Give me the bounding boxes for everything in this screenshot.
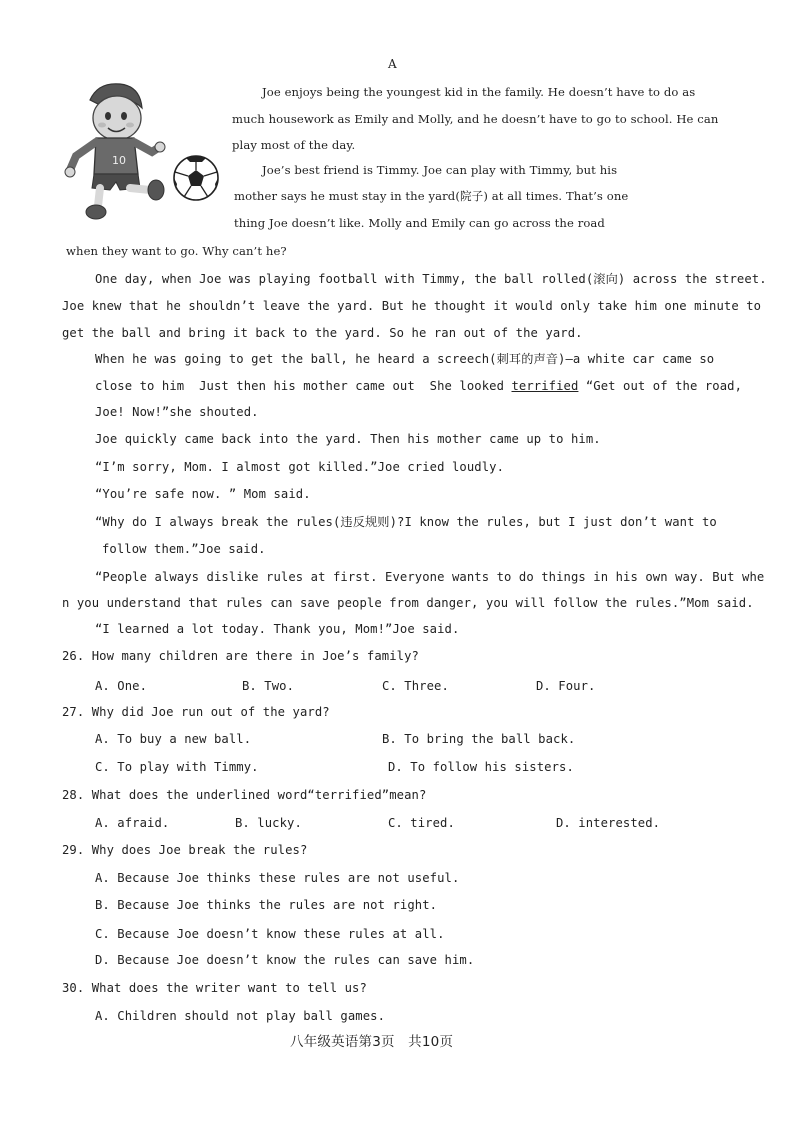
passage-line: Joe knew that he shouldn’t leave the yard. But he thought it would only take him one minute to (62, 299, 762, 313)
answer-option[interactable]: A. Because Joe thinks these rules are not useful. (95, 871, 460, 885)
passage-line: when they want to go. Why can’t he? (66, 244, 287, 258)
underlined-word: terrified (511, 379, 579, 393)
boy-football-illustration (62, 78, 224, 226)
answer-option[interactable]: D. interested. (556, 816, 661, 830)
answer-option[interactable]: C. To play with Timmy. (95, 760, 259, 774)
answer-option[interactable]: A. One. (95, 679, 148, 693)
passage-line: “I learned a lot today. Thank you, Mom!”Joe said. (95, 622, 460, 636)
passage-line: n you understand that rules can save people from danger, you will follow the rules.”Mom said. (62, 596, 754, 610)
answer-option[interactable]: D. Four. (536, 679, 596, 693)
answer-option[interactable]: B. To bring the ball back. (382, 732, 576, 746)
passage-line: Joe enjoys being the youngest kid in the family. He doesn’t have to do as (262, 85, 696, 99)
passage-line: Joe’s best friend is Timmy. Joe can play with Timmy, but his (262, 163, 618, 177)
passage-line: mother says he must stay in the yard(院子) at all times. That’s one (234, 189, 629, 203)
passage-line: get the ball and bring it back to the yard. So he ran out of the yard. (62, 326, 583, 340)
answer-option[interactable]: C. Three. (382, 679, 449, 693)
question-stem: 29. Why does Joe break the rules? (62, 843, 308, 857)
question-stem: 28. What does the underlined word“terrified”mean? (62, 788, 427, 802)
answer-option[interactable]: C. tired. (388, 816, 455, 830)
passage-title: A (388, 57, 397, 71)
passage-line (95, 378, 742, 394)
passage-line: Joe! Now!”she shouted. (95, 405, 259, 419)
passage-line: “Why do I always break the rules(违反规则)?I know the rules, but I just don’t want to (95, 515, 717, 529)
passage-line: Joe quickly came back into the yard. Then his mother came up to him. (95, 432, 601, 446)
passage-line: “I’m sorry, Mom. I almost got killed.”Joe cried loudly. (95, 460, 505, 474)
answer-option[interactable]: D. To follow his sisters. (388, 760, 574, 774)
answer-option[interactable]: B. Two. (242, 679, 295, 693)
answer-option[interactable]: D. Because Joe doesn’t know the rules can save him. (95, 953, 475, 967)
passage-line: thing Joe doesn’t like. Molly and Emily can go across the road (234, 216, 605, 230)
answer-option[interactable]: A. afraid. (95, 816, 170, 830)
text-segment: close to him Just then his mother came out She looked (95, 379, 512, 393)
passage-line: When he was going to get the ball, he heard a screech(刺耳的声音)—a white car came so (95, 352, 715, 366)
answer-option[interactable]: A. Children should not play ball games. (95, 1009, 386, 1023)
answer-option[interactable]: A. To buy a new ball. (95, 732, 252, 746)
text-segment: “Get out of the road, (578, 379, 743, 393)
passage-line: play most of the day. (232, 138, 356, 152)
answer-option[interactable]: B. lucky. (235, 816, 302, 830)
passage-line: One day, when Joe was playing football with Timmy, the ball rolled(滚向) across the street. (95, 272, 767, 286)
passage-line: “You’re safe now. ” Mom said. (95, 487, 311, 501)
answer-option[interactable]: C. Because Joe doesn’t know these rules at all. (95, 927, 445, 941)
passage-line: “People always dislike rules at first. Everyone wants to do things in his own way. But whe (95, 570, 765, 584)
page-footer: 八年级英语第3页 共10页 (290, 1034, 454, 1050)
jersey-number: 10 (112, 154, 126, 167)
passage-line: much housework as Emily and Molly, and he doesn’t have to go to school. He can (232, 112, 719, 126)
question-stem: 27. Why did Joe run out of the yard? (62, 705, 330, 719)
question-stem: 26. How many children are there in Joe’s family? (62, 649, 419, 663)
passage-line: follow them.”Joe said. (102, 542, 266, 556)
answer-option[interactable]: B. Because Joe thinks the rules are not right. (95, 898, 438, 912)
question-stem: 30. What does the writer want to tell us? (62, 981, 367, 995)
